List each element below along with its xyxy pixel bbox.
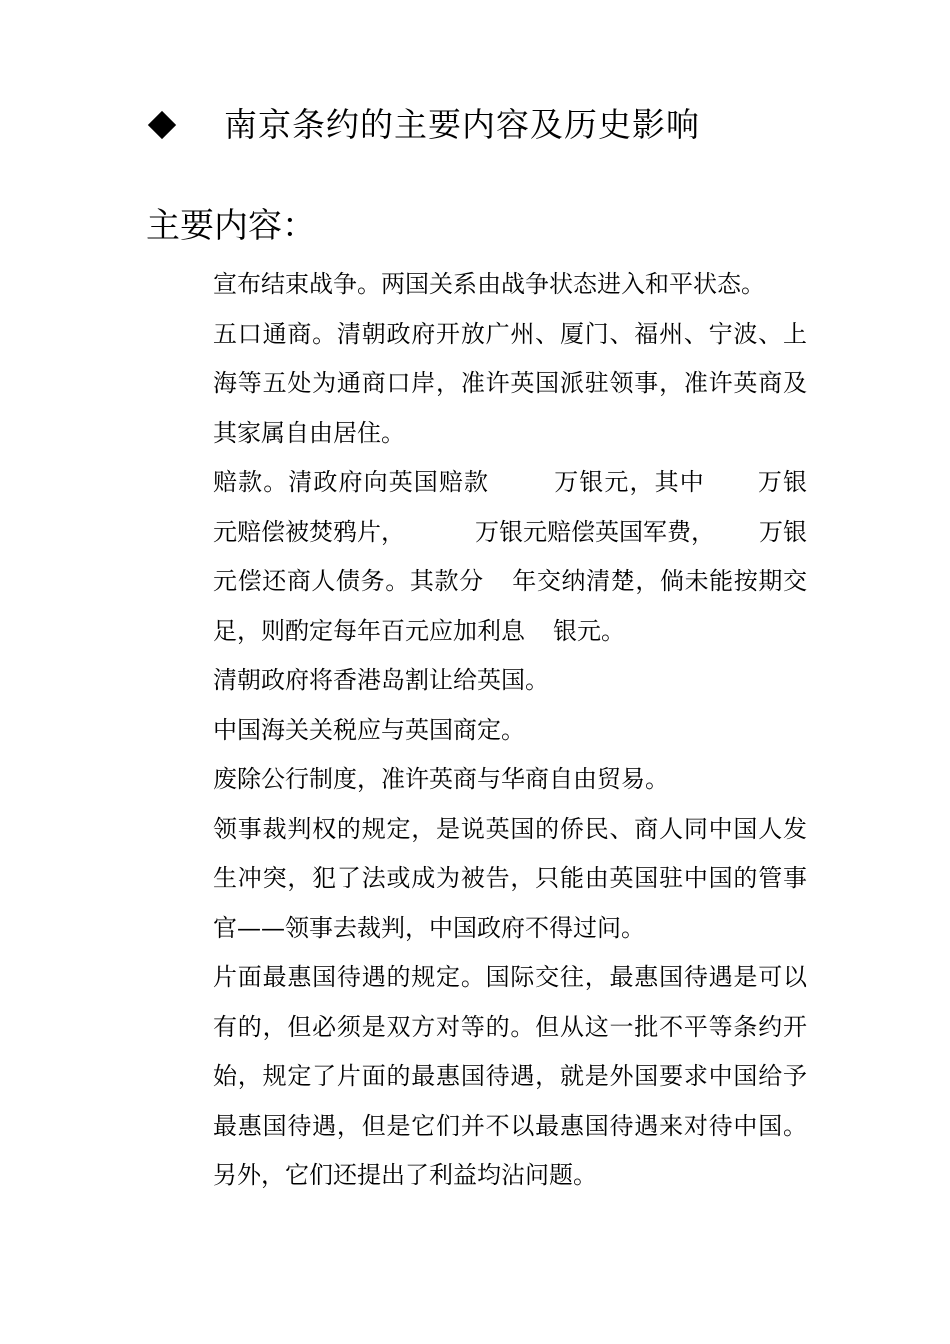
section-heading: 主要内容： — [146, 206, 316, 246]
paragraph-indemnity — [213, 458, 807, 656]
indemnity-text-7: 银元。 — [553, 616, 625, 645]
indemnity-text-3: 万银元赔偿被焚鸦片， — [213, 468, 808, 546]
paragraph-most-favored-nation: 片面最惠国待遇的规定。国际交往，最惠国待遇是可以有的，但必须是双方对等的。但从这一批不平等条约开始，规定了片面的最惠国待遇，就是外国要求中国给予最惠国待遇，但是它们并不以最惠国待遇来对待中国。另外，它们还提出了利益均沾问题。 — [213, 963, 807, 1189]
indemnity-text-1: 赔款。清政府向英国赔款 — [213, 468, 490, 496]
paragraph-customs: 中国海关关税应与英国商定。 — [213, 715, 525, 744]
indemnity-text-6: 年交纳清楚，倘未能按期交足，则酌定每年百元应加利息 — [213, 567, 808, 645]
title-row — [148, 100, 700, 150]
paragraph-cohong: 废除公行制度，准许英商与华商自由贸易。 — [213, 765, 669, 793]
paragraph-consular-jurisdiction: 领事裁判权的规定，是说英国的侨民、商人同中国人发生冲突，犯了法或成为被告，只能由英国驻中国的管事官——领事去裁判，中国政府不得过问。 — [213, 814, 807, 942]
indemnity-text-4: 万银元赔偿英国军费， — [475, 517, 715, 546]
page-title: 南京条约的主要内容及历史影响 — [224, 105, 700, 144]
indemnity-text-2: 万银元，其中 — [553, 468, 705, 496]
diamond-bullet-icon — [148, 111, 176, 139]
paragraph-five-ports: 五口通商。清朝政府开放广州、厦门、福州、宁波、上海等五处为通商口岸，准许英国派驻领事，准许英商及其家属自由居住。 — [213, 319, 807, 447]
paragraph-hong-kong: 清朝政府将香港岛割让给英国。 — [213, 666, 549, 694]
paragraph-end-of-war: 宣布结束战争。两国关系由战争状态进入和平状态。 — [213, 270, 765, 298]
indemnity-text-5: 万银元偿还商人债务。其款分 — [213, 517, 807, 595]
content-body — [213, 260, 807, 1201]
